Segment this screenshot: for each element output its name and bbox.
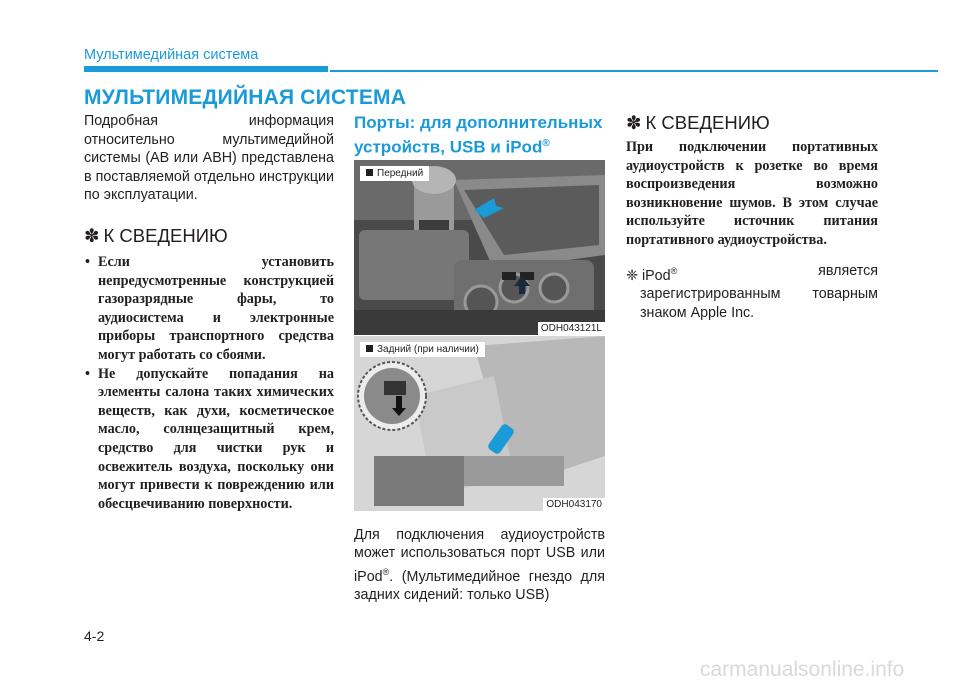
note-heading xyxy=(626,112,878,134)
asterisk-icon: ✽ xyxy=(626,112,642,133)
rear-seat-image xyxy=(354,336,605,511)
column-middle xyxy=(354,112,605,605)
intro-paragraph: Подробная информация относительно мультимедийной системы (АВ или АВН) представлена в поставляемой отдельно инструкции по эксплуатации. xyxy=(84,113,334,204)
section-label: Мультимедийная система xyxy=(84,47,259,63)
caution-list xyxy=(84,253,334,513)
center-console-image xyxy=(354,160,605,335)
ipod-trademark-note xyxy=(626,262,878,323)
registered-mark: ® xyxy=(542,138,550,149)
front-photo-code: ODH043121L xyxy=(538,322,605,335)
asterisk-icon: ✽ xyxy=(84,224,100,246)
rear-photo-label xyxy=(360,342,485,357)
header-rule-thin xyxy=(330,70,938,72)
front-photo-label-text: Передний xyxy=(377,167,424,179)
rear-photo-label-text: Задний (при наличии) xyxy=(377,343,479,355)
ports-caption xyxy=(354,526,605,605)
ports-heading xyxy=(354,112,605,158)
ports-heading-text: Порты: для дополнительных устройств, USB и iPod xyxy=(354,113,603,157)
column-right xyxy=(626,112,878,322)
rear-ports-photo xyxy=(354,336,605,512)
list-item: • Если установить непредусмотренные конструкцией газоразрядные фары, то аудиосистема и электронные приборы транспортного средства могут работать со сбоями. xyxy=(84,253,334,365)
rear-photo-code: ODH043170 xyxy=(543,498,605,511)
watermark: carmanualsonline.info xyxy=(700,658,905,681)
noise-note: При подключении портативных аудиоустройств к розетке во время воспроизведения возможно возникновение шумов. В этом случае используйте источник питания портативного аудиоустройства. xyxy=(626,139,878,248)
header-rule-thick xyxy=(84,66,328,72)
caption-text: Для подключения аудиоустройств может использоваться порт USB или iPod xyxy=(354,526,605,585)
ipod-trademark-text: зарегистрированным товарным знаком Apple Inc. xyxy=(640,285,878,321)
note-title: К СВЕДЕНИЮ xyxy=(103,224,228,246)
ipod-word: является xyxy=(818,262,878,279)
list-item: • Не допускайте попадания на элементы салона таких химических веществ, как духи, косметическое масло, солнцезащитный крем, средство для чистки рук и освежитель воздуха, поскольку они могут привести к повреждению или обесцвечиванию поверхности. xyxy=(84,365,334,514)
front-photo-label xyxy=(360,166,429,181)
ipod-name: iPod xyxy=(641,267,671,284)
asterisk-icon: ❈ xyxy=(626,267,638,284)
column-left xyxy=(84,112,334,513)
note-heading xyxy=(84,225,334,247)
front-ports-photo xyxy=(354,160,605,336)
page-number: 4-2 xyxy=(84,628,105,644)
page-title: МУЛЬТИМЕДИЙНАЯ СИСТЕМА xyxy=(84,86,407,109)
registered-mark: ® xyxy=(670,265,678,276)
note-title: К СВЕДЕНИЮ xyxy=(645,112,770,133)
caption-text-end: . (Мультимедийное гнездо для задних сидений: только USB) xyxy=(354,568,605,604)
registered-mark: ® xyxy=(382,566,390,577)
